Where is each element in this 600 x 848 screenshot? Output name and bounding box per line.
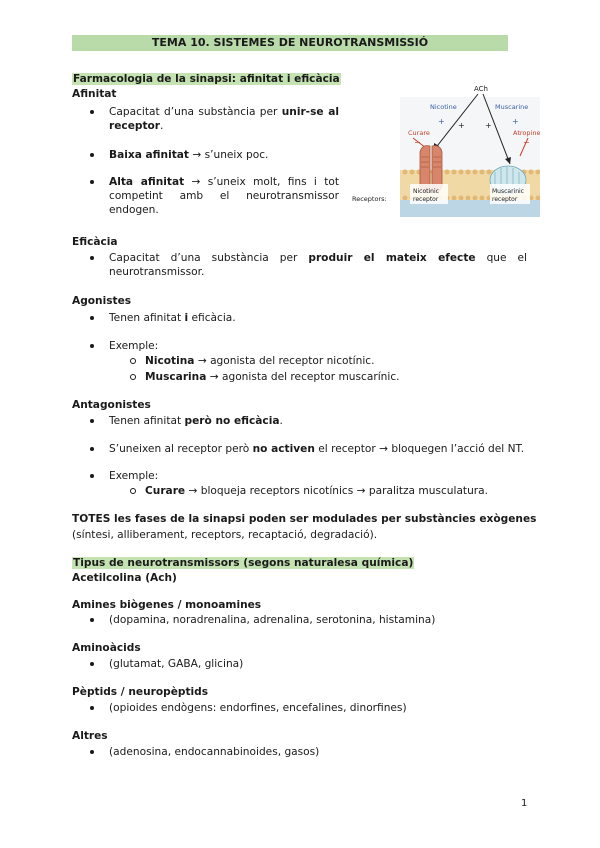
list-item: Capacitat d’una substància per produir el mateix efecte que el neurotransmissor.	[109, 252, 527, 278]
page-number: 1	[521, 798, 528, 809]
list-item: (opioides endògens: endorfines, encefalines, dinorfines)	[109, 702, 407, 714]
ach-label: ACh	[474, 85, 488, 93]
peptids-label: Pèptids / neuropèptids	[72, 686, 209, 698]
sub-list-item: Nicotina → agonista del receptor nicotínic.	[145, 355, 375, 367]
svg-text:Muscarinic: Muscarinic	[492, 188, 524, 195]
antagonistes-label: Antagonistes	[72, 399, 151, 411]
list-item: Capacitat d’una substància per unir-se al receptor.	[109, 106, 339, 132]
acetilcolina-label: Acetilcolina (Ach)	[72, 572, 177, 584]
receptors-label: Receptors:	[352, 195, 387, 203]
aminoacids-label: Aminoàcids	[72, 642, 141, 654]
list-item: (glutamat, GABA, glicina)	[109, 658, 244, 670]
sub-list-item: Curare → bloqueja receptors nicotínics → paralitza musculatura.	[145, 485, 489, 497]
section-heading-pharmacology: Farmacologia de la sinapsi: afinitat i eficàcia	[73, 73, 340, 85]
eficacia-label: Eficàcia	[72, 236, 118, 248]
list-item: Tenen afinitat però no eficàcia.	[109, 415, 283, 427]
altres-label: Altres	[72, 730, 108, 742]
amines-label: Amines biògenes / monoamines	[72, 599, 262, 611]
list-item: Exemple:	[109, 340, 159, 352]
list-item: Exemple:	[109, 470, 159, 482]
afinitat-label: Afinitat	[72, 88, 117, 100]
svg-text:+: +	[458, 121, 465, 130]
svg-text:+: +	[485, 121, 492, 130]
svg-text:−: −	[523, 138, 530, 147]
atropine-label: Atropine	[513, 129, 540, 137]
list-item: (dopamina, noradrenalina, adrenalina, serotonina, histamina)	[109, 614, 436, 626]
svg-text:+: +	[438, 117, 445, 126]
receptor-diagram	[350, 82, 540, 222]
curare-label: Curare	[408, 129, 430, 137]
agonistes-label: Agonistes	[72, 295, 132, 307]
page-title: TEMA 10. SISTEMES DE NEUROTRANSMISSIÓ	[72, 35, 508, 51]
list-item: (adenosina, endocannabinoides, gasos)	[109, 746, 320, 758]
svg-text:Nicotinic: Nicotinic	[413, 188, 439, 195]
svg-text:receptor: receptor	[492, 196, 518, 203]
sub-list-item: Muscarina → agonista del receptor muscarínic.	[145, 371, 400, 383]
svg-text:+: +	[512, 117, 519, 126]
list-item: Tenen afinitat i eficàcia.	[109, 312, 236, 324]
modulation-statement: TOTES les fases de la sinapsi poden ser modulades per substàncies exògenes	[72, 513, 537, 525]
section-heading-nt-types: Tipus de neurotransmissors (segons naturalesa química)	[73, 557, 414, 569]
nicotine-label: Nicotine	[430, 103, 457, 111]
list-item: Baixa afinitat → s’uneix poc.	[109, 148, 339, 162]
list-item: Alta afinitat → s’uneix molt, fins i tot competint amb el neurotransmissor endogen.	[109, 176, 339, 216]
modulation-phases: (síntesi, alliberament, receptors, recaptació, degradació).	[72, 529, 378, 541]
svg-text:−: −	[414, 138, 421, 147]
svg-text:receptor: receptor	[413, 196, 439, 203]
list-item: S’uneixen al receptor però no activen el receptor → bloquegen l’acció del NT.	[109, 443, 525, 455]
muscarine-label: Muscarine	[495, 103, 529, 111]
